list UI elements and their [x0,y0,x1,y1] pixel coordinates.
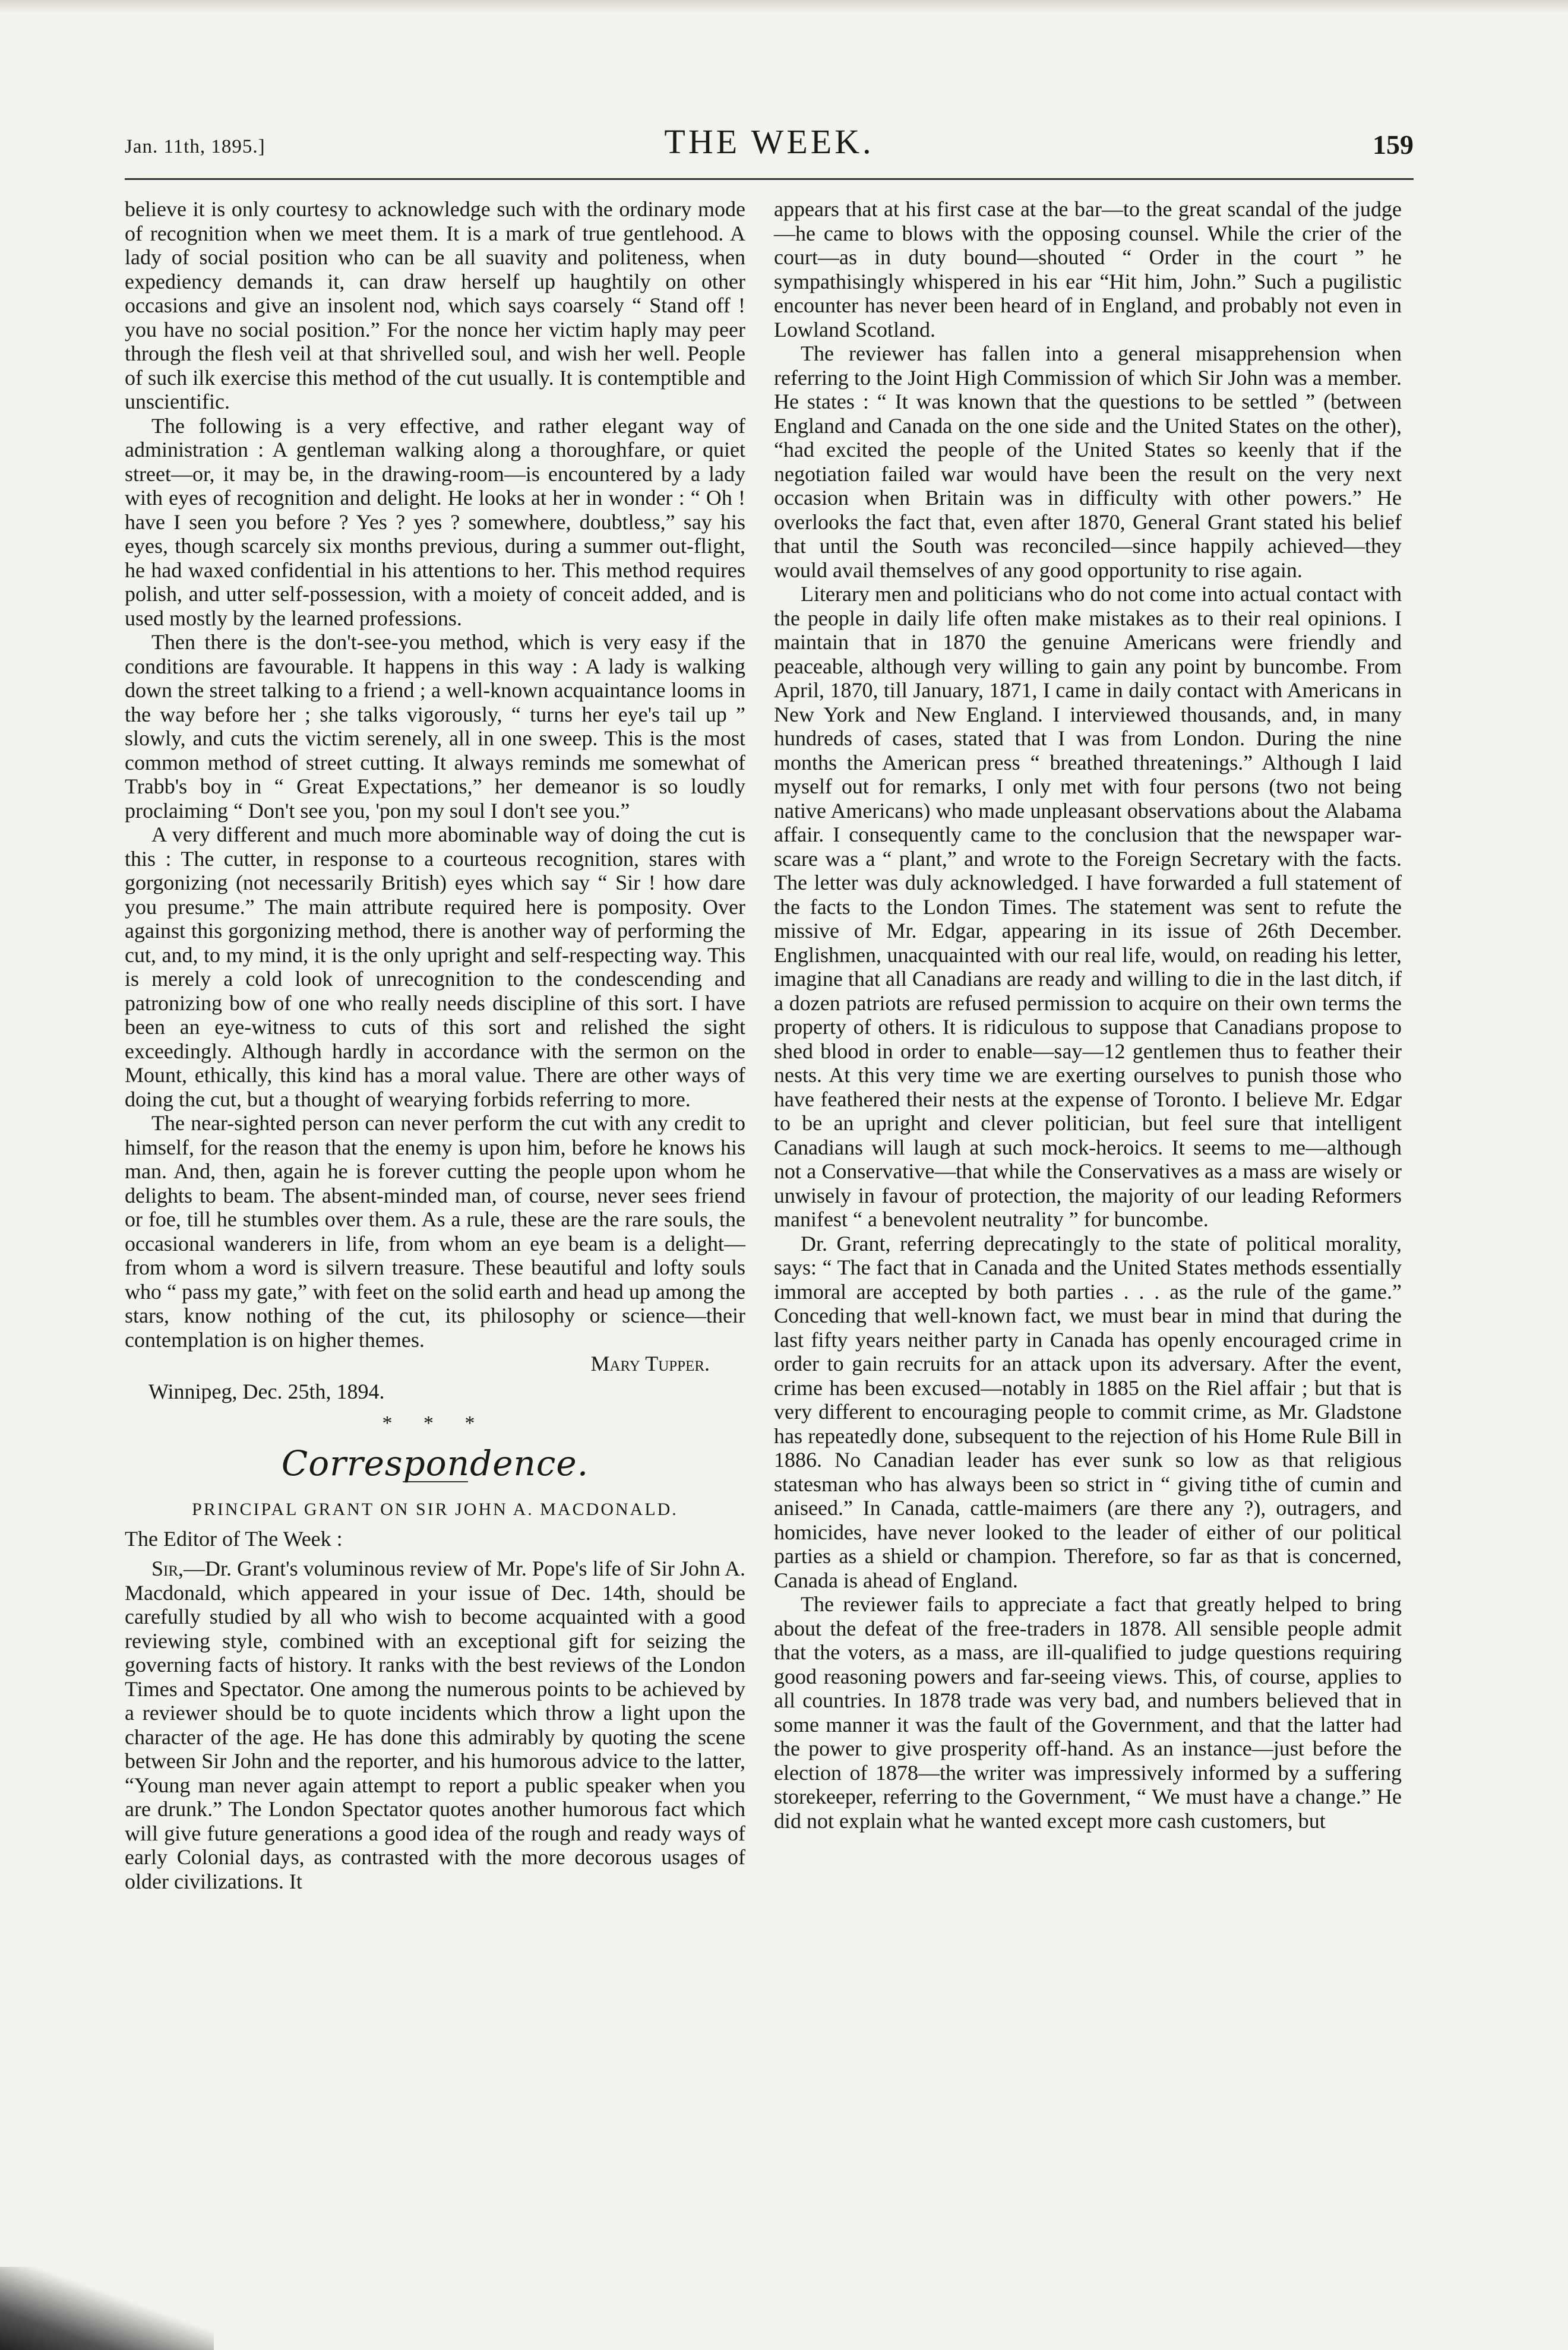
page-corner-shadow [0,2267,214,2350]
paragraph: The near-sighted person can never perform the cut with any credit to himself, for the reason that the enemy is upon him, before he knows his man. And, then, again he is forever cutting the people upon whom he delights to beam. The absent-minded man, of course, never sees friend or foe, till he stumbles over them. As a rule, these are the rare souls, the occasional wanderers in life, from whom an eye beam is a delight—from whom a word is silvern treasure. These beautiful and lofty souls who “ pass my gate,” with feet on the solid earth and head up among the stars, know nothing of the cut, its philosophy or science—their contemplation is on higher themes. [125,1111,745,1352]
letter-headline: PRINCIPAL GRANT ON SIR JOHN A. MACDONALD. [192,1500,678,1519]
paragraph: The reviewer fails to appreciate a fact that greatly helped to bring about the defeat of the free-traders in 1878. All sensible people admit that the voters, as a mass, are ill-qualified to judge questions requiring good reasoning powers and far-seeing views. This, of course, applies to all countries. In 1878 trade was very bad, and numbers believed that in some manner it was the fault of the Government, and that the latter had the power to give prosperity off-hand. As an instance—just before the election of 1878—the writer was impressively informed by a suffering storekeeper, referring to the Government, “ We must have a change.” He did not explain what he wanted except more cash customers, but [774,1592,1402,1833]
header-rule [125,178,1414,180]
letter-opening: Sir, [151,1557,184,1580]
page-number: 159 [1373,129,1414,160]
paragraph: Literary men and politicians who do not come into actual contact with the people in daily life often make mistakes as to their real opinions. I maintain that in 1870 the genuine Americans were friendly and peaceable, although very willing to gain any point by buncombe. From April, 1870, till January, 1871, I came in daily contact with Americans in New York and New England. I interviewed thousands, and, in many hundreds of cases, stated that I was from London. During the nine months the American press “ breathed threatenings.” Although I laid myself out for remarks, I only met with four persons (two not being native Americans) who made unpleasant observations about the Alabama affair. I consequently came to the conclusion that the newspaper war-scare was a “ plant,” and wrote to the Foreign Secretary with the facts. The letter was duly acknowledged. I have forwarded a full statement of the facts to the London Times. The statement was sent to refute the missive of Mr. Edgar, appearing in its issue of 26th December. Englishmen, unacquainted with our real life, would, on reading his letter, imagine that all Canadians are ready and willing to die in the last ditch, if a dozen patriots are refused permission to acquire on their own terms the property of others. It is ridiculous to suppose that Canadians propose to shed blood in order to enable—say—12 gentlemen thus to feather their nests. At this very time we are exerting ourselves to punish those who have feathered their nests at the expense of Toronto. I believe Mr. Edgar to be an upright and clever politician, but feel sure that intelligent Canadians will laugh at such mock-heroics. It seems to me—although not a Conservative—that while the Conservatives as a mass are wisely or unwisely in favour of protection, the majority of our leading Reformers manifest “ a benevolent neutrality ” for buncombe. [774,582,1402,1231]
letter-body: —Dr. Grant's voluminous review of Mr. Pope's life of Sir John A. Macdonald, which appeared in your issue of Dec. 14th, should be carefully studied by all who wish to become acquainted with a good reviewing style, combined with an exceptional gift for seizing the governing facts of history. It ranks with the best reviews of the London Times and Spectator. One among the numerous points to be achieved by a reviewer should be to quote incidents which throw a light upon the character of the age. He has done this admirably by quoting the scene between Sir John and the reporter, and his humorous advice to the latter, “Young man never again attempt to report a public speaker when you are drunk.” The London Spectator quotes another humorous fact which will give future generations a good idea of the rough and ready ways of early Colonial days, as contrasted with the more decorous usages of older civilizations. It [125,1557,745,1893]
dateline: Winnipeg, Dec. 25th, 1894. [148,1379,385,1403]
issue-date: Jan. 11th, 1895.] [125,136,265,157]
paragraph: Dr. Grant, referring deprecatingly to the state of political morality, says: “ The fact that in Canada and the United States methods essentially immoral are accepted by both parties . . . as the rule of the game.” Conceding that well-known fact, we must bear in mind that during the last fifty years neither party in Canada has openly encouraged crime in order to gain recruits for an attack upon its adversary. After the event, crime has been excused—notably in 1885 on the Riel affair ; but that is very different to encouraging people to commit crime, as Mr. Gladstone has repeatedly done, subsequent to the rejection of his Home Rule Bill in 1886. No Canadian leader has ever sunk so low as that religious statesman who has always been so strict in “ giving tithe of cumin and aniseed.” In Canada, cattle-maimers (are there any ?), outragers, and homicides, have never looked to the leader of either of our political parties as a shield or champion. Therefore, so far as that is concerned, Canada is ahead of England. [774,1231,1402,1592]
section-heading: Correspondence. [281,1443,589,1484]
paragraph: appears that at his first case at the bar—to the great scandal of the judge—he came to blows with the opposing counsel. While the crier of the court—as in duty bound—shouted “ Order in the court ” he sympathisingly whispered in his ear “Hit him, John.” Such a pugilistic encounter has never been heard of in England, and probably not even in Lowland Scotland. [774,197,1402,341]
signature-row [125,1352,745,1376]
page-header [125,122,1414,169]
right-column [774,197,1402,1833]
letter-paragraph [125,1557,745,1893]
paragraph: A very different and much more abominable way of doing the cut is this : The cutter, in response to a courteous recognition, stares with gorgonizing (not necessarily British) eyes which say “ Sir ! how dare you presume.” The main attribute required here is pomposity. Over against this gorgonizing method, there is another way of performing the cut, and, to my mind, it is the only upright and self-respecting way. This is merely a cold look of unrecognition to the condescending and patronizing bow of one who really needs discipline of this sort. I have been an eye-witness to cuts of this sort and relished the sight exceedingly. Although hardly in accordance with the sermon on the Mount, ethically, this kind has a moral value. There are other ways of doing the cut, but a thought of wearying forbids referring to more. [125,823,745,1111]
author-signature: Mary Tupper. [590,1352,710,1375]
publication-title: THE WEEK. [664,122,874,161]
section-divider-stars: * * * [382,1412,488,1434]
page-edge-shadow [0,0,1568,13]
paragraph: Then there is the don't-see-you method, which is very easy if the conditions are favourable. It happens in this way : A lady is walking down the street talking to a friend ; a well-known acquaintance looms in the way before her ; she talks vigorously, “ turns her eye's tail up ” slowly, and cuts the victim serenely, all in one sweep. This is the most common method of street cutting. It always reminds me somewhat of Trabb's boy in “ Great Expectations,” her demeanor is so loudly proclaiming “ Don't see you, 'pon my soul I don't see you.” [125,630,745,823]
salutation: The Editor of The Week : [125,1526,343,1551]
left-column [125,197,745,1893]
paragraph: The reviewer has fallen into a general misapprehension when referring to the Joint High Commission of which Sir John was a member. He states : “ It was known that the questions to be settled ” (between England and Canada on the one side and the United States on the other), “had excited the people of the United States so keenly that if the negotiation failed war would have been the result on the very next occasion when Britain was in difficulty with other powers.” He overlooks the fact that, even after 1870, General Grant stated his belief that until the South was reconciled—since happily achieved—they would avail themselves of any good opportunity to rise again. [774,341,1402,582]
paragraph: believe it is only courtesy to acknowledge such with the ordinary mode of recognition when we meet them. It is a mark of true gentlehood. A lady of social position who can be all suavity and politeness, when expediency demands it, can draw herself up haughtily on other occasions and give an insolent nod, which says coarsely “ Stand off ! you have no social position.” For the nonce her victim haply may peer through the flesh veil at that shrivelled soul, and wish her well. People of such ilk exercise this method of the cut usually. It is contemptible and unscientific. [125,197,745,413]
paragraph: The following is a very effective, and rather elegant way of administration : A gentleman walking along a thoroughfare, or quiet street—or, it may be, in the drawing-room—is encountered by a lady with eyes of recognition and delight. He looks at her in wonder : “ Oh ! have I seen you before ? Yes ? yes ? somewhere, doubtless,” say his eyes, though scarcely six months previous, during a summer out-flight, he had waxed confidential in his attentions to her. This method requires polish, and utter self-possession, with a moiety of conceit added, and is used mostly by the learned professions. [125,413,745,630]
